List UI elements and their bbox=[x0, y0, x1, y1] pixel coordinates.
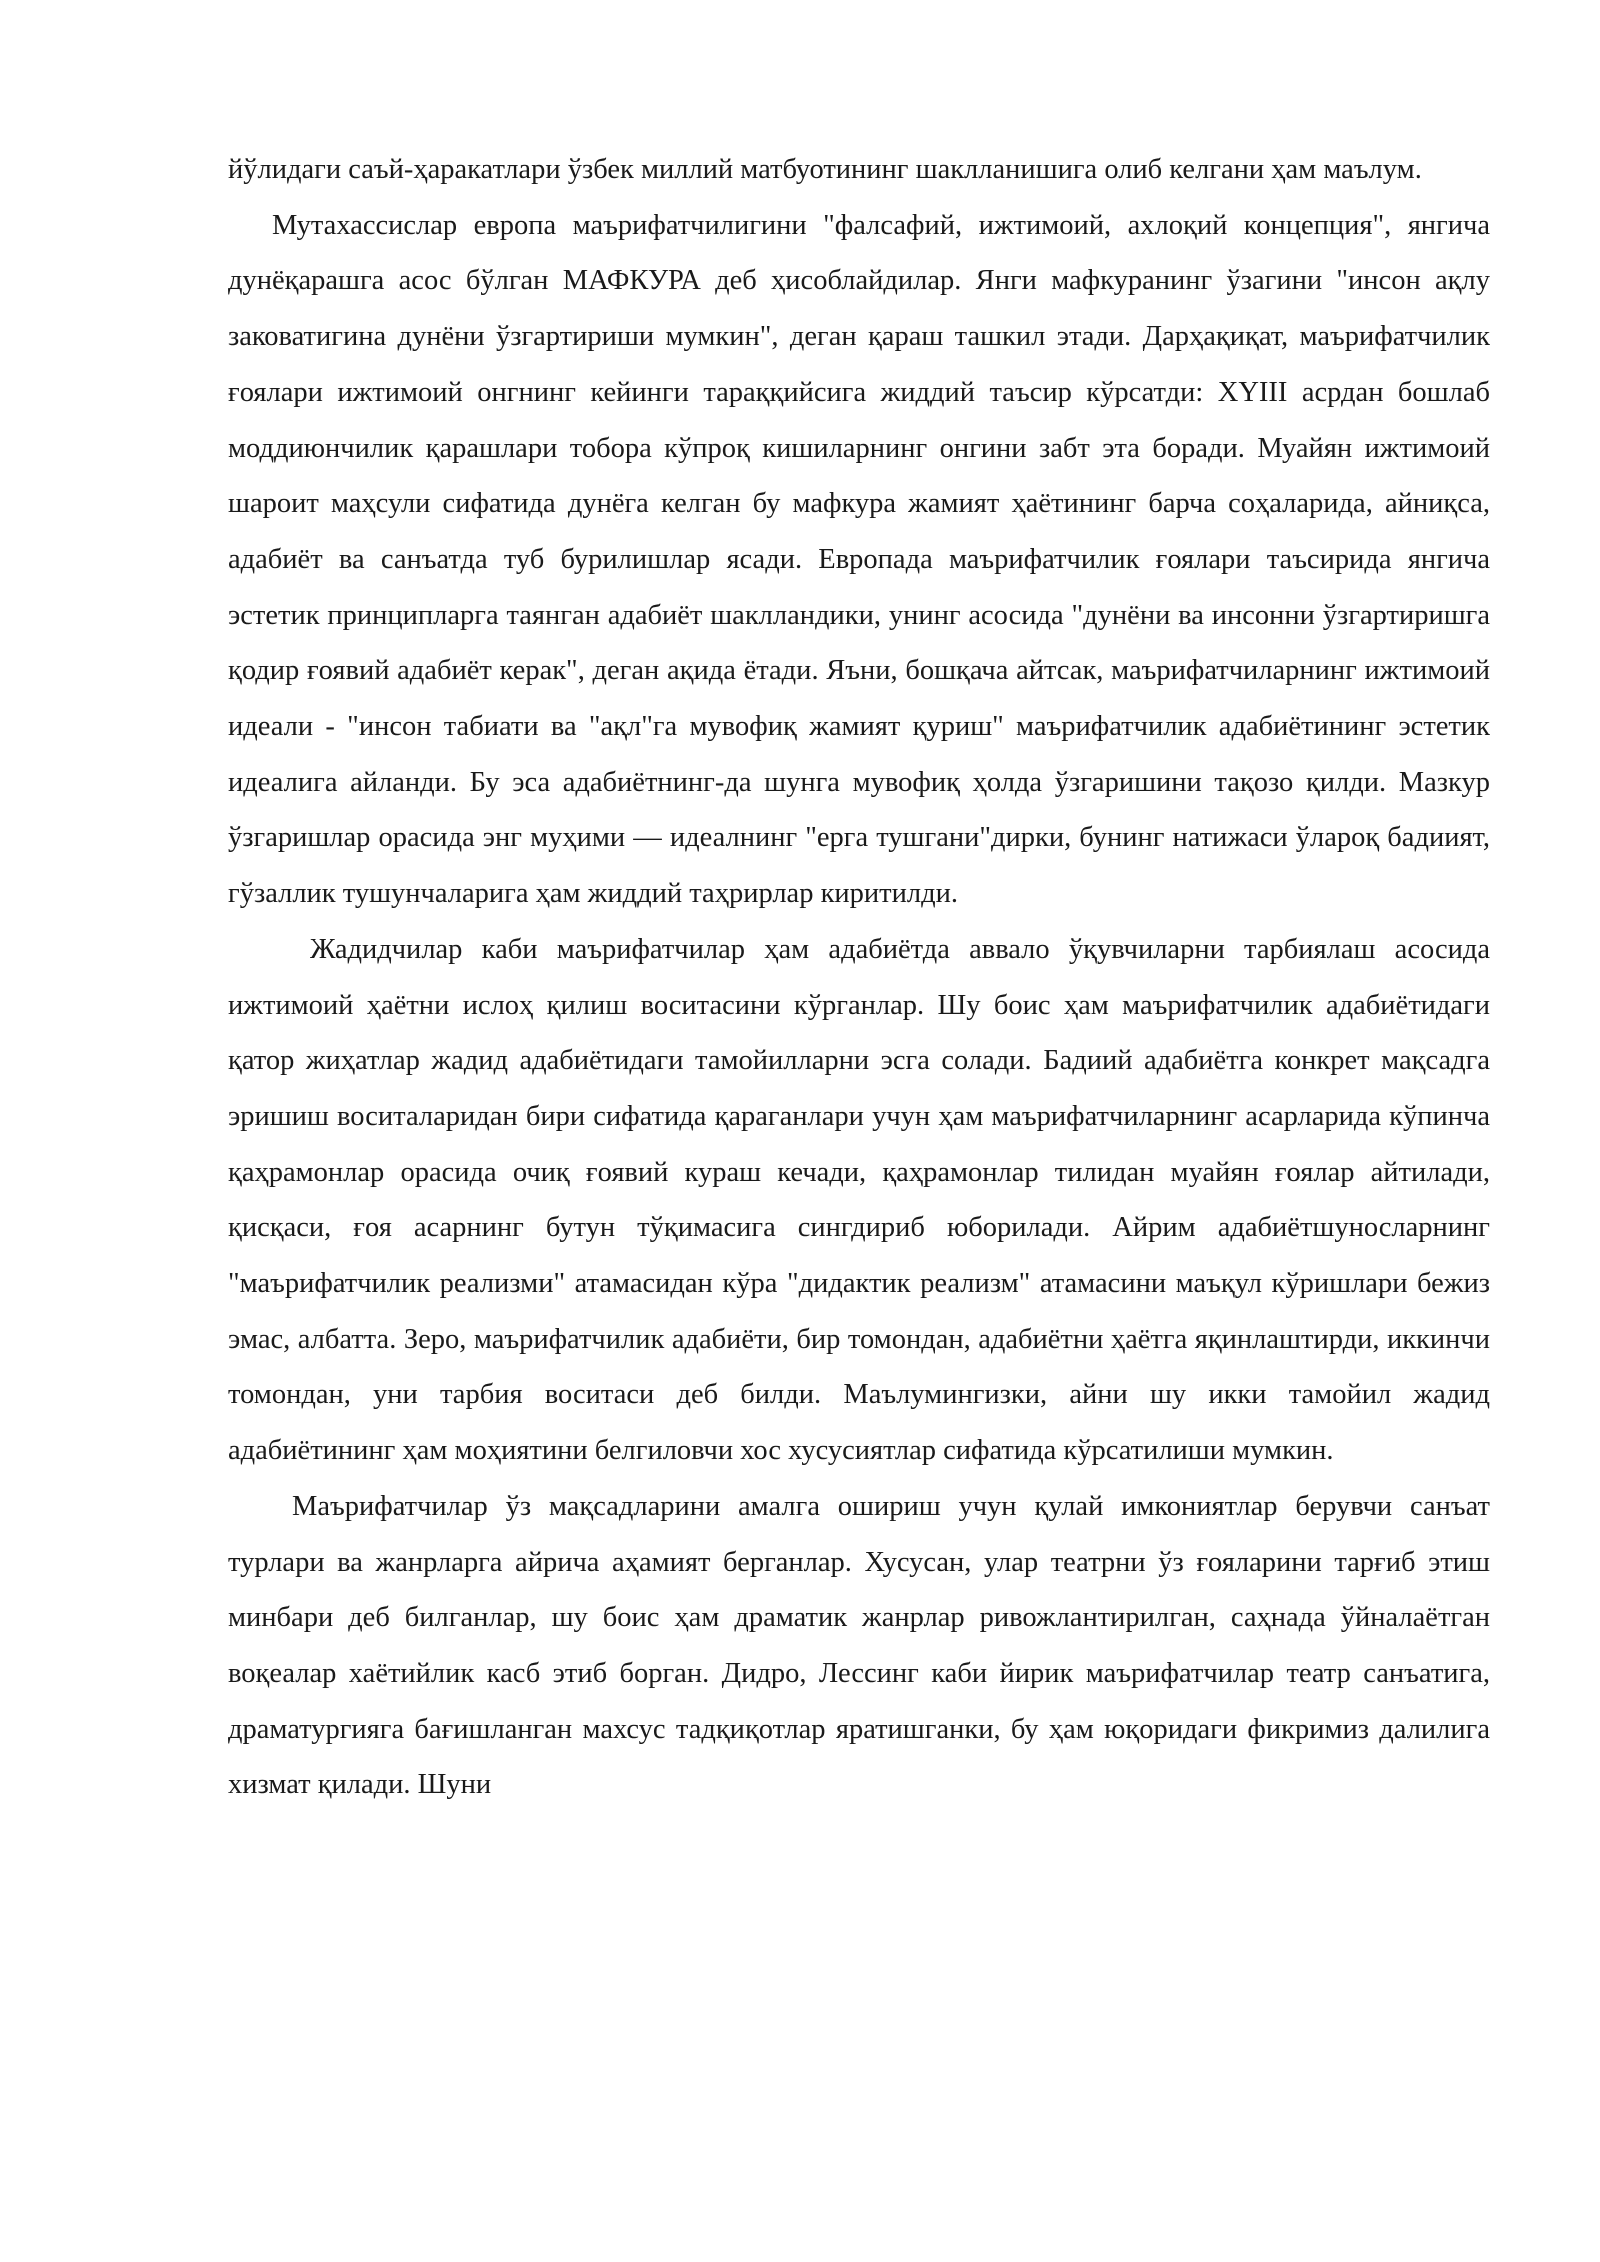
paragraph-2: Мутахассислар европа маърифатчилигини "фалсафий, ижтимоий, ахлоқий концепция", янгича дунёқарашга асос бўлган МАФКУРА деб ҳисоблайдилар. Янги мафкуранинг ўзагини "инсон ақлу заковатигина дунёни ўзгартириши мумкин", деган қараш ташкил этади. Дарҳақиқат, маърифатчилик ғоялари ижтимоий онгнинг кейинги тараққийсига жиддий таъсир кўрсатди: XYIII асрдан бошлаб моддиюнчилик қарашлари тобора кўпроқ кишиларнинг онгини забт эта боради. Муайян ижтимоий шароит маҳсули сифатида дунёга келган бу мафкура жамият ҳаётининг барча соҳаларида, айниқса, адабиёт ва санъатда туб бурилишлар ясади. Европада маърифатчилик ғоялари таъсирида янгича эстетик принципларга таянган адабиёт шаклландики, унинг асосида "дунёни ва инсонни ўзгартиришга қодир ғоявий адабиёт керак", деган ақида ётади. Яъни, бошқача айтсак, маърифатчиларнинг ижтимоий идеали - "инсон табиати ва "ақл"га мувофиқ жамият қуриш" маърифатчилик адабиётининг эстетик идеалига айланди. Бу эса адабиётнинг-да шунга мувофиқ ҳолда ўзгаришини тақозо қилди. Мазкур ўзгаришлар орасида энг муҳими — идеалнинг "ерга тушгани"дирки, бунинг натижаси ўлароқ бадиият, гўзаллик тушунчаларига ҳам жиддий таҳрирлар киритилди. bbox=[228, 209, 1490, 910]
document-body bbox=[228, 142, 1490, 1813]
paragraph-4: Маърифатчилар ўз мақсадларини амалга ошириш учун қулай имкониятлар берувчи санъат турлари ва жанрларга айрича аҳамият берганлар. Хусусан, улар театрни ўз ғояларини тарғиб этиш минбари деб билганлар, шу боис ҳам драматик жанрлар ривожлантирилган, саҳнада ўйналаётган воқеалар хаётийлик касб этиб борган. Дидро, Лессинг каби йирик маърифатчилар театр санъатига, драматургияга бағишланган махсус тадқиқотлар яратишганки, бу ҳам юқоридаги фикримиз далилига хизмат қилади. Шуни bbox=[228, 1490, 1490, 1801]
paragraph-3: Жадидчилар каби маърифатчилар ҳам адабиётда аввало ўқувчиларни тарбиялаш асосида ижтимоий ҳаётни ислоҳ қилиш воситасини кўрганлар. Шу боис ҳам маърифатчилик адабиётидаги қатор жиҳатлар жадид адабиётидаги тамойилларни эсга солади. Бадиий адабиётга конкрет мақсадга эришиш воситаларидан бири сифатида қараганлари учун ҳам маърифатчиларнинг асарларида кўпинча қаҳрамонлар орасида очиқ ғоявий кураш кечади, қаҳрамонлар тилидан муайян ғоялар айтилади, қисқаси, ғоя асарнинг бутун тўқимасига сингдириб юборилади. Айрим адабиётшуносларнинг "маърифатчилик реализми" атамасидан кўра "дидактик реализм" атамасини маъқул кўришлари бежиз эмас, албатта. Зеро, маърифатчилик адабиёти, бир томондан, адабиётни ҳаётга яқинлаштирди, иккинчи томондан, уни тарбия воситаси деб билди. Маълумингизки, айни шу икки тамойил жадид адабиётининг ҳам моҳиятини белгиловчи хос хусусиятлар сифатида кўрсатилиши мумкин. bbox=[228, 933, 1490, 1467]
paragraph-1: йўлидаги саъй-ҳаракатлари ўзбек миллий матбуотининг шаклланишига олиб келгани ҳам маълум. bbox=[228, 154, 1422, 185]
